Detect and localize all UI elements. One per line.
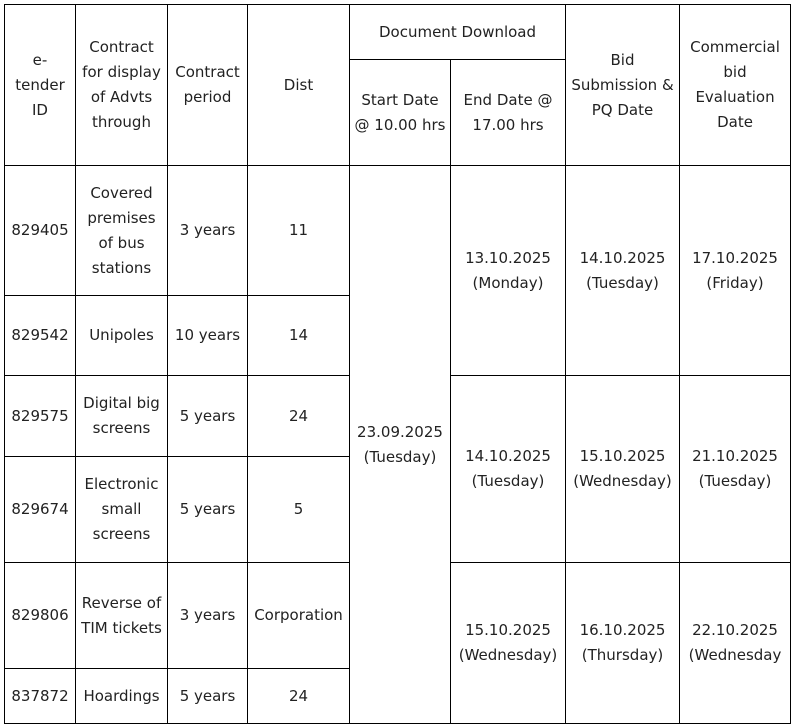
- header-bid-submission: Bid Submission & PQ Date: [566, 5, 680, 166]
- end-date: 15.10.2025: [465, 621, 551, 639]
- end-day: (Tuesday): [471, 472, 545, 490]
- end-day: (Monday): [472, 273, 544, 292]
- tender-id-cell: 829542: [5, 296, 76, 376]
- bid-date-cell: [566, 563, 680, 724]
- end-date-cell: [451, 376, 566, 563]
- header-doc-download: Document Download: [350, 5, 566, 60]
- dist-cell: Corporation: [248, 563, 350, 669]
- bid-day: (Wednesday): [573, 472, 672, 490]
- tender-id-cell: 829806: [5, 563, 76, 669]
- contract-cell: Digital big screens: [76, 376, 168, 457]
- period-cell: 10 years: [168, 296, 248, 376]
- period-cell: 5 years: [168, 669, 248, 724]
- commercial-date-cell: [680, 563, 791, 724]
- header-row-1: [5, 5, 791, 60]
- header-end-date: End Date @ 17.00 hrs: [451, 60, 566, 166]
- tender-schedule-table: [4, 4, 791, 724]
- bid-date-cell: [566, 376, 680, 563]
- end-day: (Wednesday): [458, 646, 558, 664]
- header-period: Contract period: [168, 5, 248, 166]
- tender-id-cell: 829575: [5, 376, 76, 457]
- period-cell: 5 years: [168, 376, 248, 457]
- header-eid: e-tender ID: [5, 5, 76, 166]
- bid-date: 14.10.2025: [579, 248, 666, 267]
- header-dist: Dist: [248, 5, 350, 166]
- bid-date: 16.10.2025: [579, 621, 666, 639]
- commercial-date: 21.10.2025: [692, 447, 778, 465]
- dist-cell: 11: [248, 166, 350, 296]
- bid-day: (Tuesday): [586, 273, 659, 292]
- contract-cell: Reverse of TIM tickets: [76, 563, 168, 669]
- dist-cell: 5: [248, 457, 350, 563]
- start-day: (Tuesday): [363, 447, 437, 466]
- end-date: 13.10.2025: [465, 248, 551, 267]
- header-start-date: Start Date @ 10.00 hrs: [350, 60, 451, 166]
- period-cell: 3 years: [168, 563, 248, 669]
- contract-cell: Unipoles: [76, 296, 168, 376]
- contract-cell: Hoardings: [76, 669, 168, 724]
- period-cell: 3 years: [168, 166, 248, 296]
- header-commercial-evaluation: Commercial bid Evaluation Date: [680, 5, 791, 166]
- commercial-date-cell: [680, 166, 791, 376]
- bid-day: (Thursday): [581, 646, 664, 664]
- bid-date: 15.10.2025: [579, 447, 666, 465]
- end-date-cell: [451, 563, 566, 724]
- dist-cell: 24: [248, 669, 350, 724]
- tender-id-cell: 829405: [5, 166, 76, 296]
- contract-cell: Electronic small screens: [76, 457, 168, 563]
- dist-cell: 14: [248, 296, 350, 376]
- start-date: 23.09.2025: [357, 422, 443, 441]
- tender-id-cell: 829674: [5, 457, 76, 563]
- bid-date-cell: [566, 166, 680, 376]
- end-date: 14.10.2025: [465, 447, 551, 465]
- header-contract: Contract for display of Advts through: [76, 5, 168, 166]
- commercial-day: (Tuesday): [698, 472, 772, 490]
- commercial-day: (Wednesday: [688, 646, 782, 664]
- contract-cell: Covered premises of bus stations: [76, 166, 168, 296]
- commercial-date-cell: [680, 376, 791, 563]
- period-cell: 5 years: [168, 457, 248, 563]
- tender-id-cell: 837872: [5, 669, 76, 724]
- commercial-day: (Friday): [706, 273, 764, 292]
- start-date-cell: [350, 166, 451, 724]
- end-date-cell: [451, 166, 566, 376]
- dist-cell: 24: [248, 376, 350, 457]
- table-row: [5, 166, 791, 296]
- commercial-date: 17.10.2025: [692, 248, 778, 267]
- commercial-date: 22.10.2025: [692, 621, 778, 639]
